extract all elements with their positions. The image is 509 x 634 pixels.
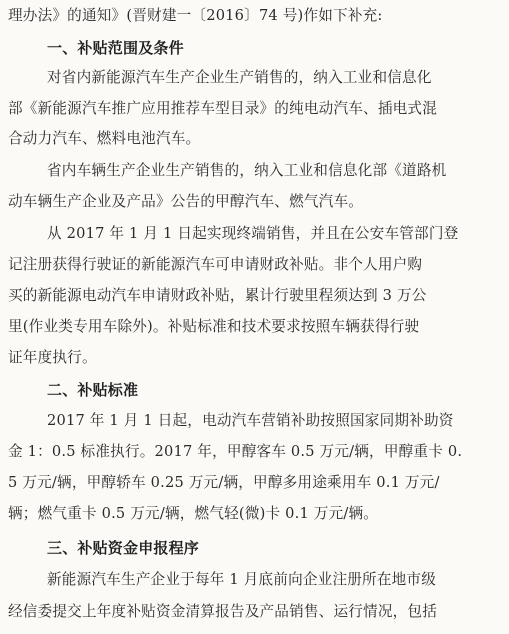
section2-p1-line: 辆；燃气重卡 0.5 万元/辆，燃气轻(微)卡 0.1 万元/辆。: [8, 505, 379, 522]
section1-p3-line: 从 2017 年 1 月 1 日起实现终端销售，并且在公安车管部门登: [47, 225, 459, 242]
section2-p1-line: 金 1：0.5 标准执行。2017 年，甲醇客车 0.5 万元/辆，甲醇重卡 0.: [8, 443, 463, 460]
section1-p3-line: 记注册获得行驶证的新能源汽车可申请财政补贴。非个人用户购: [8, 256, 423, 273]
section1-p2-line: 动车辆生产企业及产品》公告的甲醇汽车、燃气汽车。: [8, 193, 364, 210]
section1-p1-line: 对省内新能源汽车生产企业生产销售的，纳入工业和信息化: [47, 69, 432, 86]
section1-heading: 一、补贴范围及条件: [47, 39, 184, 57]
section1-p3-line: 证年度执行。: [8, 349, 97, 366]
section1-p3-line: 里(作业类专用车除外)。补贴标准和技术要求按照车辆获得行驶: [8, 318, 420, 335]
section2-heading: 二、补贴标准: [47, 381, 139, 399]
section2-p1-line: 5 万元/辆，甲醇轿车 0.25 万元/辆，甲醇多用途乘用车 0.1 万元/: [8, 474, 440, 491]
section3-p1-line: 经信委提交上年度补贴资金清算报告及产品销售、运行情况，包括: [8, 603, 438, 620]
section3-heading: 三、补贴资金申报程序: [47, 539, 200, 557]
section1-p1-line: 合动力汽车、燃料电池汽车。: [8, 130, 201, 147]
section1-p3-line: 买的新能源电动汽车申请财政补贴，累计行驶里程须达到 3 万公: [8, 287, 427, 304]
section3-p1-line: 新能源汽车生产企业于每年 1 月底前向企业注册所在地市级: [47, 571, 437, 588]
section1-p2-line: 省内车辆生产企业生产销售的，纳入工业和信息化部《道路机: [47, 162, 447, 179]
section1-p1-line: 部《新能源汽车推广应用推荐车型目录》的纯电动汽车、插电式混: [8, 100, 438, 117]
section2-p1-line: 2017 年 1 月 1 日起，电动汽车营销补助按照国家同期补助资: [47, 412, 454, 429]
intro-tail-line: 理办法》的通知》(晋财建一〔2016〕74 号)作如下补充:: [8, 7, 383, 24]
